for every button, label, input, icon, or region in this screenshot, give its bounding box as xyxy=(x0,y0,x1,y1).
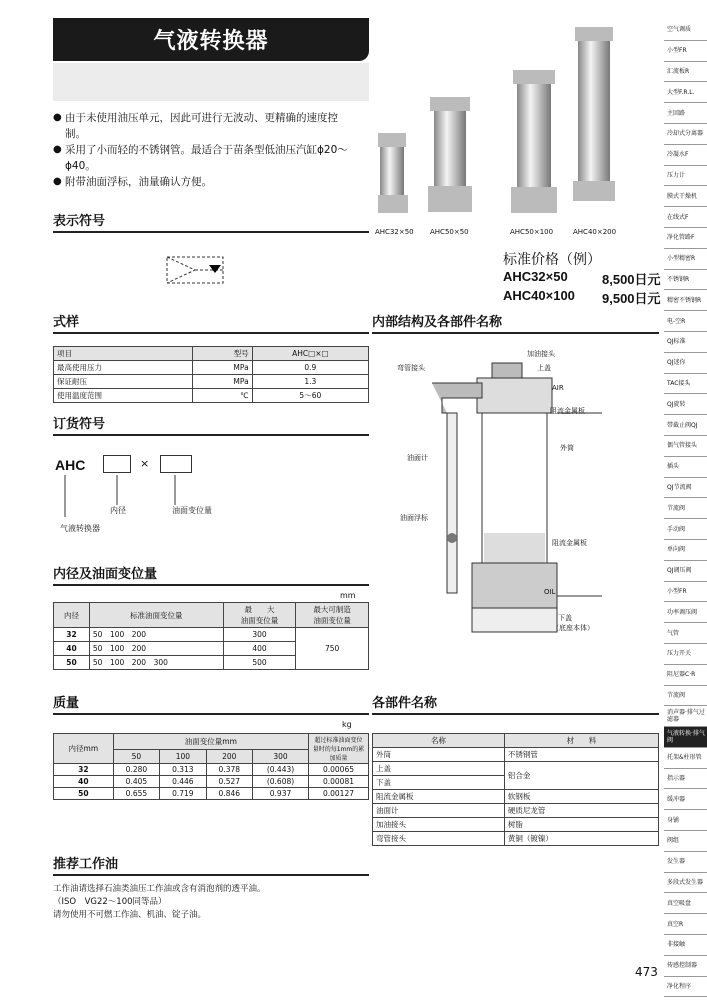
sidebar-tab[interactable]: 大型F.R.L. xyxy=(664,82,707,103)
oil-line: 请勿使用不可燃工作油、机油、锭子油。 xyxy=(53,910,207,920)
spec-header: 项目 xyxy=(54,347,193,361)
parts-cell: 下盖 xyxy=(373,776,505,790)
parts-table xyxy=(372,733,659,846)
feature-item: ● 采用了小而轻的不锈钢管。最适合于苗条型低油压汽缸ϕ20～ϕ40。 xyxy=(53,142,353,174)
spec-cell: MPa xyxy=(193,375,253,389)
product-ahc50x50 xyxy=(428,97,472,212)
product-ahc40x200 xyxy=(573,27,615,201)
mass-cell: 0.280 xyxy=(113,764,159,776)
section-structure: 内部结构及各部件名称 xyxy=(372,311,659,334)
sidebar-tab[interactable]: TAC接头 xyxy=(664,374,707,395)
bore-cell: 50 xyxy=(54,656,90,670)
sidebar-tab[interactable]: 冷却式分离器 xyxy=(664,124,707,145)
bore-header: 内径 xyxy=(54,603,90,628)
sidebar-tab[interactable]: 偶气管接头 xyxy=(664,436,707,457)
product-ahc50x100 xyxy=(511,70,557,213)
parts-cell: 弯管接头 xyxy=(373,832,505,846)
mass-cell: 50 xyxy=(54,788,114,800)
price-model: AHC32×50 xyxy=(503,269,568,284)
sidebar-tab[interactable]: QJ旋转 xyxy=(664,394,707,415)
sidebar-tab[interactable]: 在线式F xyxy=(664,207,707,228)
mass-header: 超过标准油面变位量时的每1mm的累加质量 xyxy=(309,734,369,764)
parts-cell: 上盖 xyxy=(373,762,505,776)
sidebar-tab[interactable]: 节流阀 xyxy=(664,686,707,707)
mass-table xyxy=(53,733,369,800)
sidebar-tab[interactable]: 气管 xyxy=(664,623,707,644)
sidebar-tab[interactable]: 身铺 xyxy=(664,810,707,831)
mass-cell: 0.313 xyxy=(160,764,206,776)
sidebar-tab[interactable]: 消声器·排气过滤器 xyxy=(664,706,707,727)
diagram-label: 外筒 xyxy=(560,444,574,452)
diagram-label: 弯管接头 xyxy=(397,364,425,372)
mass-unit: kg xyxy=(342,720,352,729)
sidebar-tab[interactable]: QJ调压阀 xyxy=(664,561,707,582)
sidebar-tab[interactable]: 小型精密R xyxy=(664,249,707,270)
sidebar-tab[interactable]: 小型FR xyxy=(664,41,707,62)
diagram-label: 阻流金属板 xyxy=(550,407,585,415)
sidebar-tab[interactable]: 真空吸盘 xyxy=(664,893,707,914)
section-oil: 推荐工作油 xyxy=(53,853,369,876)
sidebar-tab[interactable]: 插头 xyxy=(664,457,707,478)
bore-cell: 300 xyxy=(223,628,296,642)
price-value: 9,500日元 xyxy=(602,291,661,306)
order-x: × xyxy=(140,457,150,470)
bore-header: 最 大 油面变位量 xyxy=(223,603,296,628)
diagram-label: OIL xyxy=(544,588,556,596)
parts-cell: 软钢板 xyxy=(504,790,658,804)
parts-cell: 黄铜（镀镍） xyxy=(504,832,658,846)
section-parts: 各部件名称 xyxy=(372,692,659,715)
bore-cell: 750 xyxy=(296,628,369,670)
bore-unit: mm xyxy=(340,591,356,600)
sidebar-tab[interactable]: 空气调质 xyxy=(664,20,707,41)
sidebar-tab[interactable]: 膜式干燥机 xyxy=(664,186,707,207)
oil-text xyxy=(53,883,266,922)
sidebar-tab[interactable]: 汇流板R xyxy=(664,62,707,83)
sidebar-tab[interactable]: 指示器 xyxy=(664,769,707,790)
bore-header: 标准油面变位量 xyxy=(89,603,223,628)
spec-table xyxy=(53,346,369,403)
mass-cell: 0.446 xyxy=(160,776,206,788)
spec-header: AHC□×□ xyxy=(252,347,368,361)
diagram-label: 上盖 xyxy=(537,364,551,372)
sidebar-tab[interactable]: 缓冲器 xyxy=(664,789,707,810)
section-bore: 内径及油面变位量 xyxy=(53,563,369,586)
parts-cell: 阻流金属板 xyxy=(373,790,505,804)
sidebar-tab[interactable]: 压力计 xyxy=(664,166,707,187)
parts-cell: 硬质尼龙管 xyxy=(504,804,658,818)
feature-item: ● 附带油面浮标，油量确认方便。 xyxy=(53,174,353,190)
sidebar-tab[interactable]: 冷凝水F xyxy=(664,145,707,166)
order-label: 气液转换器 xyxy=(60,524,100,533)
product-label: AHC40×200 xyxy=(573,228,617,236)
product-label: AHC50×100 xyxy=(510,228,554,236)
spec-header: 型号 xyxy=(193,347,253,361)
page-number: 473 xyxy=(635,965,658,979)
diagram-label: 油面浮标 xyxy=(400,514,428,522)
sidebar-tab[interactable]: 传感控制器 xyxy=(664,956,707,977)
mass-cell: 0.655 xyxy=(113,788,159,800)
spec-cell: 最高使用压力 xyxy=(54,361,193,375)
parts-cell: 外筒 xyxy=(373,748,505,762)
bore-cell: 40 xyxy=(54,642,90,656)
order-label: 油面变位量 xyxy=(172,506,212,515)
mass-col: 50 xyxy=(113,750,159,764)
sidebar-tab[interactable]: QJ节流阀 xyxy=(664,478,707,499)
sidebar-tab[interactable]: 主回路 xyxy=(664,103,707,124)
product-label: AHC32×50 xyxy=(375,228,414,236)
sidebar-tab[interactable]: 托架&柱形管 xyxy=(664,748,707,769)
mass-cell: 0.846 xyxy=(206,788,252,800)
sidebar-tab[interactable]: 压力开关 xyxy=(664,644,707,665)
diagram-label: 下盖 xyxy=(558,614,572,622)
parts-cell: 油面计 xyxy=(373,804,505,818)
mass-cell: 0.937 xyxy=(253,788,309,800)
bore-cell: 50 100 200 300 xyxy=(89,656,223,670)
order-prefix: AHC xyxy=(55,457,86,473)
sidebar-tab[interactable]: 非接触 xyxy=(664,935,707,956)
sidebar-tab[interactable]: 小型FR xyxy=(664,582,707,603)
parts-cell: 不锈钢管 xyxy=(504,748,658,762)
header-band xyxy=(53,63,369,101)
section-symbol: 表示符号 xyxy=(53,210,369,233)
mass-cell: 0.00127 xyxy=(309,788,369,800)
bore-header: 最大可制造 油面变位量 xyxy=(296,603,369,628)
product-label: AHC50×50 xyxy=(430,228,469,236)
sidebar-tab[interactable]: 真空R xyxy=(664,914,707,935)
sidebar-tab[interactable]: 气液转换·排气阀 xyxy=(664,727,707,748)
price-block xyxy=(503,249,661,307)
sidebar-tab[interactable]: 阻尼器C·R xyxy=(664,665,707,686)
price-model: AHC40×100 xyxy=(503,288,575,303)
sidebar-tab[interactable]: 净化程序 xyxy=(664,977,707,998)
parts-header: 名称 xyxy=(373,734,505,748)
product-ahc32x50 xyxy=(378,133,408,213)
spec-cell: 1.3 xyxy=(252,375,368,389)
price-value: 8,500日元 xyxy=(602,272,661,287)
mass-cell: 0.719 xyxy=(160,788,206,800)
sidebar-tab[interactable]: 不锈钢R xyxy=(664,270,707,291)
diagram-label: AIR xyxy=(552,384,564,392)
diagram-label: 油面计 xyxy=(407,454,428,462)
oil-line: （ISO VG22～100同等品） xyxy=(53,897,167,907)
sidebar-tab[interactable]: 节流阀 xyxy=(664,498,707,519)
spec-cell: 使用温度范围 xyxy=(54,389,193,403)
mass-header: 油面变位量mm xyxy=(113,734,308,750)
sidebar-tab[interactable]: 手动阀 xyxy=(664,519,707,540)
order-label: 内径 xyxy=(110,506,126,515)
bore-cell: 32 xyxy=(54,628,90,642)
spec-cell: 0.9 xyxy=(252,361,368,375)
mass-cell: (0.443) xyxy=(253,764,309,776)
page-title: 气液转换器 xyxy=(53,18,369,61)
parts-cell: 加油接头 xyxy=(373,818,505,832)
category-sidebar xyxy=(664,20,707,997)
sidebar-tab[interactable]: QJ标准 xyxy=(664,332,707,353)
bore-table xyxy=(53,602,369,670)
order-box-bore xyxy=(103,455,131,473)
structure-diagram xyxy=(372,338,659,638)
mass-col: 300 xyxy=(253,750,309,764)
mass-header: 内径mm xyxy=(54,734,114,764)
parts-cell: 铝合金 xyxy=(504,762,658,790)
oil-line: 工作油请选择石油类油压工作油或含有消泡剂的透平油。 xyxy=(53,884,266,894)
diagram-label: 加油接头 xyxy=(527,350,555,358)
sidebar-tab[interactable]: 净化管路F xyxy=(664,228,707,249)
bore-cell: 500 xyxy=(223,656,296,670)
bore-cell: 400 xyxy=(223,642,296,656)
sidebar-tab[interactable]: 带截止阀QJ xyxy=(664,415,707,436)
feature-list xyxy=(53,110,353,190)
sidebar-tab[interactable]: 发生器 xyxy=(664,852,707,873)
symbol-graphic xyxy=(165,255,225,285)
diagram-label: （底座本体） xyxy=(552,624,594,632)
section-order: 订货符号 xyxy=(53,413,369,436)
order-box-stroke xyxy=(160,455,192,473)
sidebar-tab[interactable]: QJ迷你 xyxy=(664,353,707,374)
mass-cell: 0.527 xyxy=(206,776,252,788)
spec-cell: MPa xyxy=(193,361,253,375)
sidebar-tab[interactable]: 多段式发生器 xyxy=(664,873,707,894)
spec-cell: ℃ xyxy=(193,389,253,403)
spec-cell: 保证耐压 xyxy=(54,375,193,389)
bore-cell: 50 100 200 xyxy=(89,642,223,656)
feature-item: ● 由于未使用油压单元，因此可进行无波动、更精确的速度控制。 xyxy=(53,110,353,142)
section-spec: 式样 xyxy=(53,311,369,334)
spec-cell: 5～60 xyxy=(252,389,368,403)
parts-header: 材 料 xyxy=(504,734,658,748)
mass-cell: (0.608) xyxy=(253,776,309,788)
section-mass: 质量 xyxy=(53,692,369,715)
mass-cell: 0.00081 xyxy=(309,776,369,788)
mass-cell: 0.00065 xyxy=(309,764,369,776)
bore-cell: 50 100 200 xyxy=(89,628,223,642)
sidebar-tab[interactable]: 电-空R xyxy=(664,311,707,332)
diagram-label: 阻流金属板 xyxy=(552,539,587,547)
sidebar-tab[interactable]: 阀组 xyxy=(664,831,707,852)
mass-cell: 0.378 xyxy=(206,764,252,776)
sidebar-tab[interactable]: 精密不锈钢R xyxy=(664,290,707,311)
mass-cell: 0.405 xyxy=(113,776,159,788)
mass-cell: 32 xyxy=(54,764,114,776)
sidebar-tab[interactable]: 单向阀 xyxy=(664,540,707,561)
parts-cell: 树脂 xyxy=(504,818,658,832)
mass-cell: 40 xyxy=(54,776,114,788)
product-photos xyxy=(370,25,660,230)
mass-col: 200 xyxy=(206,750,252,764)
price-title: 标准价格（例） xyxy=(503,251,601,267)
mass-col: 100 xyxy=(160,750,206,764)
sidebar-tab[interactable]: 功率调压阀 xyxy=(664,602,707,623)
